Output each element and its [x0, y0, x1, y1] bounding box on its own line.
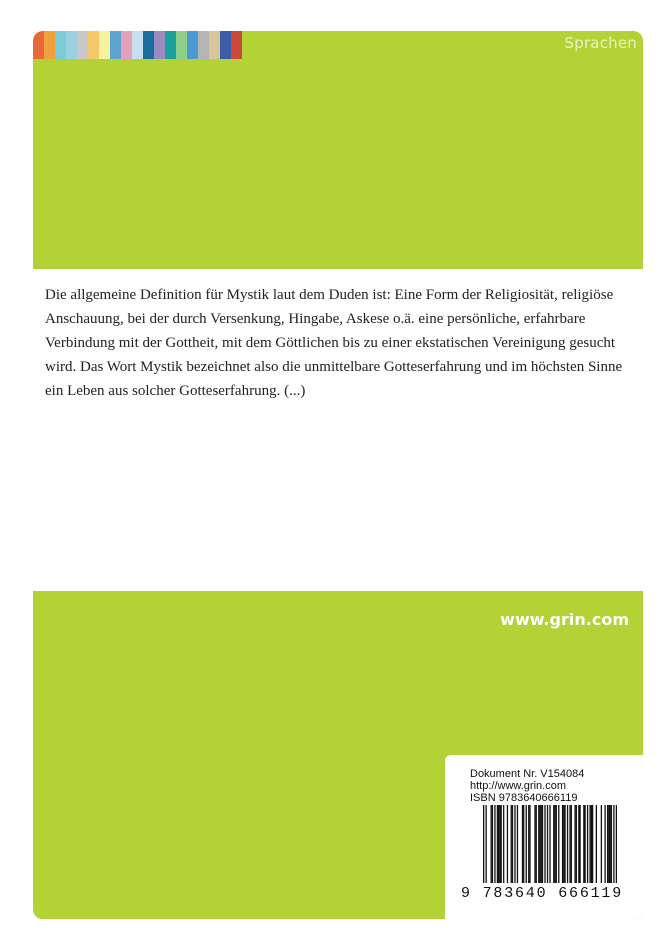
barcode-bar [544, 805, 545, 883]
barcode-bar [536, 805, 537, 883]
color-stripe [154, 31, 165, 59]
barcode-bar [613, 805, 614, 883]
color-stripe [77, 31, 88, 59]
barcode-bar [574, 805, 575, 883]
barcode-bar [547, 805, 548, 883]
barcode-bar [549, 805, 550, 883]
barcode-bar [587, 805, 588, 883]
barcode-bar [578, 805, 579, 883]
color-stripe [176, 31, 187, 59]
barcode-bar [583, 805, 584, 883]
color-stripe [220, 31, 231, 59]
isbn-number: ISBN 9783640666119 [470, 792, 578, 804]
barcode-bar [498, 805, 499, 883]
barcode-bar [569, 805, 570, 883]
barcode-bar [517, 805, 518, 883]
color-stripe [187, 31, 198, 59]
publisher-website: www.grin.com [500, 610, 629, 629]
color-stripes [33, 31, 242, 59]
barcode-digits: 9 783640 666119 [461, 885, 624, 902]
barcode-bar [609, 805, 610, 883]
barcode-bar [553, 805, 554, 883]
color-stripe [33, 31, 44, 59]
barcode-bar [494, 805, 495, 883]
color-stripe [44, 31, 55, 59]
barcode-bar [529, 805, 530, 883]
color-stripe [231, 31, 242, 59]
barcode-bar [522, 805, 523, 883]
color-stripe [66, 31, 77, 59]
barcode-bar [526, 805, 527, 883]
barcode-bar [608, 805, 609, 883]
isbn-box [445, 755, 643, 919]
color-stripe [99, 31, 110, 59]
barcode-bar [607, 805, 608, 883]
book-back-cover [33, 31, 643, 919]
barcode-bar [601, 805, 602, 883]
color-stripe [121, 31, 132, 59]
barcode-bar [514, 805, 515, 883]
barcode-bar [589, 805, 590, 883]
barcode-bar [542, 805, 543, 883]
barcode-bar [596, 805, 597, 883]
barcode-bar [564, 805, 565, 883]
color-stripe [198, 31, 209, 59]
barcode-bar [558, 805, 559, 883]
document-number: Dokument Nr. V154084 [470, 768, 585, 780]
barcode-bar [503, 805, 504, 883]
barcode-bar [492, 805, 493, 883]
barcode-bar [497, 805, 498, 883]
barcode-bar [534, 805, 535, 883]
barcode-bar [611, 805, 612, 883]
barcode-bar [491, 805, 492, 883]
color-stripe [165, 31, 176, 59]
barcode-bar [512, 805, 513, 883]
barcode-bar [554, 805, 555, 883]
barcode-bar [567, 805, 568, 883]
barcode-bar [539, 805, 540, 883]
barcode-bar [562, 805, 563, 883]
barcode-bar [604, 805, 605, 883]
barcode-bar [616, 805, 617, 883]
barcode-bar [523, 805, 524, 883]
barcode-bar [576, 805, 577, 883]
barcode-bar [507, 805, 508, 883]
top-color-panel [33, 31, 643, 269]
barcode-bar [579, 805, 580, 883]
color-stripe [132, 31, 143, 59]
color-stripe [88, 31, 99, 59]
color-stripe [209, 31, 220, 59]
blurb-text: Die allgemeine Definition für Mystik laut dem Duden ist: Eine Form der Religiosität, religiöse Anschauung, bei der durch Versenkung, Hingabe, Askese o.ä. eine persönliche, erfahrbare Verbindung mit der Gottheit, mit dem Göttlichen bis zu einer ekstatischen Vereinigung gesucht wird. Das Wort Mystik bezeichnet also die unmittelbare Gotteserfahrung und im höchsten Sinne ein Leben aus solcher Gotteserfahrung. (...) [45, 287, 623, 399]
barcode-bar [541, 805, 542, 883]
barcode-bar [591, 805, 592, 883]
document-url: http://www.grin.com [470, 780, 566, 792]
barcode-bar [563, 805, 564, 883]
barcode-bar [511, 805, 512, 883]
blurb-panel [33, 269, 643, 591]
barcode-bar [486, 805, 487, 883]
barcode-bar [499, 805, 500, 883]
barcode-bar [584, 805, 585, 883]
barcode-bar [528, 805, 529, 883]
barcode-bar [592, 805, 593, 883]
color-stripe [55, 31, 66, 59]
color-stripe [110, 31, 121, 59]
category-label: Sprachen [564, 34, 637, 52]
barcode-bar [571, 805, 572, 883]
barcode-bar [501, 805, 502, 883]
barcode-bar [538, 805, 539, 883]
barcode-bar [483, 805, 484, 883]
color-stripe [143, 31, 154, 59]
barcode-bar [556, 805, 557, 883]
